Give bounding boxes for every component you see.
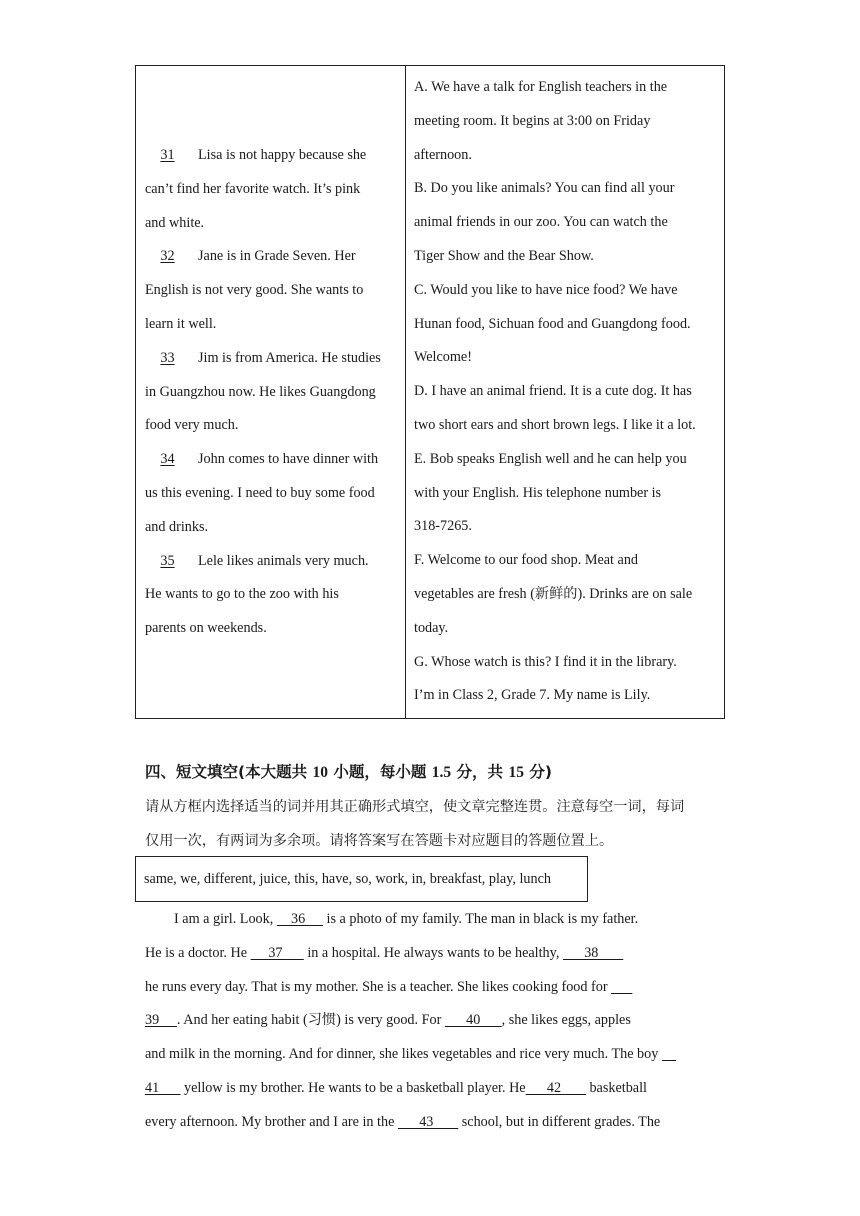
option-d-line1: D. I have an animal friend. It is a cute dog. It has — [414, 383, 692, 400]
option-a-line3: afternoon. — [414, 146, 472, 163]
item-35-line2: He wants to go to the zoo with his — [145, 586, 339, 603]
item-35-line1: 35 Lele likes animals very much. — [145, 545, 399, 579]
passage-line7: every afternoon. My brother and I are in the 43 school, but in different grades. The — [145, 1113, 661, 1130]
blank-36[interactable]: 36 — [276, 911, 323, 927]
item-32-line1: 32 Jane is in Grade Seven. Her — [145, 240, 399, 274]
option-g-line2: I’m in Class 2, Grade 7. My name is Lily. — [414, 687, 651, 704]
instruction-line1: 请从方框内选择适当的词并用其正确形式填空，使文章完整连贯。注意每空一词，每词 — [145, 799, 685, 815]
blank-38[interactable]: 38 — [562, 944, 624, 961]
option-b-line3: Tiger Show and the Bear Show. — [414, 247, 594, 264]
matching-table — [135, 65, 725, 719]
option-f-line1: F. Welcome to our food shop. Meat and — [414, 552, 639, 569]
item-31-line3: and white. — [145, 214, 205, 231]
situations-column — [145, 139, 399, 646]
item-34-line1: 34 John comes to have dinner with — [145, 443, 399, 477]
item-31-line2: can’t find her favorite watch. It’s pink — [145, 180, 361, 197]
section-heading: 四、短文填空(本大题共 10 小题，每小题 1.5 分，共 15 分) — [145, 763, 552, 781]
passage-line4: 39 . And her eating habit (习惯) is very good. For 40 , she likes eggs, apples — [145, 1012, 631, 1029]
option-d-line2: two short ears and short brown legs. I like it a lot. — [414, 416, 696, 433]
blank-31[interactable]: 31 — [160, 147, 175, 163]
option-b-line1: B. Do you like animals? You can find all your — [414, 180, 675, 197]
option-c-line3: Welcome! — [414, 349, 472, 366]
option-c-line1: C. Would you like to have nice food? We have — [414, 281, 678, 298]
section-instructions — [145, 791, 725, 859]
blank-35[interactable]: 35 — [160, 552, 175, 569]
option-b-line2: animal friends in our zoo. You can watch the — [414, 214, 668, 231]
option-e-line1: E. Bob speaks English well and he can help you — [414, 450, 687, 467]
blank-41-start[interactable] — [662, 1046, 676, 1062]
cloze-passage — [145, 903, 725, 1140]
blank-40[interactable]: 40 — [444, 1012, 502, 1029]
item-33-line3: food very much. — [145, 417, 239, 434]
passage-line1: I am a girl. Look, 36 is a photo of my family. The man in black is my father. — [174, 911, 639, 927]
item-33-line2: in Guangzhou now. He likes Guangdong — [145, 383, 376, 400]
option-c-line2: Hunan food, Sichuan food and Guangdong food. — [414, 315, 691, 332]
item-34-line3: and drinks. — [145, 518, 209, 535]
item-32-line2: English is not very good. She wants to — [145, 282, 364, 299]
passage-line5: and milk in the morning. And for dinner, she likes vegetables and rice very much. The boy — [145, 1038, 725, 1072]
passage-line2: He is a doctor. He 37 in a hospital. He always wants to be healthy, 38 — [145, 944, 624, 961]
passage-line3: he runs every day. That is my mother. She is a teacher. She likes cooking food for — [145, 971, 725, 1005]
item-34-line2: us this evening. I need to buy some food — [145, 484, 375, 501]
item-33-line1: 33 Jim is from America. He studies — [145, 342, 399, 376]
blank-43[interactable]: 43 — [397, 1113, 459, 1130]
option-a-line1: A. We have a talk for English teachers in the — [414, 79, 668, 95]
item-35-line3: parents on weekends. — [145, 620, 267, 637]
blank-41[interactable]: 41 — [145, 1079, 181, 1096]
blank-39[interactable]: 39 — [145, 1012, 177, 1029]
option-f-line2: vegetables are fresh (新鲜的). Drinks are on sale — [414, 585, 693, 602]
blank-33[interactable]: 33 — [160, 349, 175, 366]
blank-39-start[interactable] — [611, 979, 632, 995]
blank-42[interactable]: 42 — [525, 1079, 586, 1096]
option-f-line3: today. — [414, 619, 449, 636]
blank-34[interactable]: 34 — [160, 451, 175, 468]
item-31-line1: 31 Lisa is not happy because she — [145, 139, 399, 173]
option-g-line1: G. Whose watch is this? I find it in the library. — [414, 653, 677, 670]
column-divider — [405, 66, 406, 718]
word-bank-box: same, we, different, juice, this, have, so, work, in, breakfast, play, lunch — [135, 856, 588, 902]
passage-line6: 41 yellow is my brother. He wants to be a basketball player. He 42 basketball — [145, 1079, 647, 1096]
option-a-line2: meeting room. It begins at 3:00 on Friday — [414, 112, 651, 129]
instruction-line2: 仅用一次，有两词为多余项。请将答案写在答题卡对应题目的答题位置上。 — [145, 832, 614, 849]
blank-37[interactable]: 37 — [250, 944, 304, 961]
blank-32[interactable]: 32 — [160, 248, 175, 265]
option-e-line3: 318-7265. — [414, 518, 472, 535]
option-e-line2: with your English. His telephone number is — [414, 484, 662, 501]
options-column — [414, 71, 724, 713]
item-32-line3: learn it well. — [145, 315, 217, 332]
